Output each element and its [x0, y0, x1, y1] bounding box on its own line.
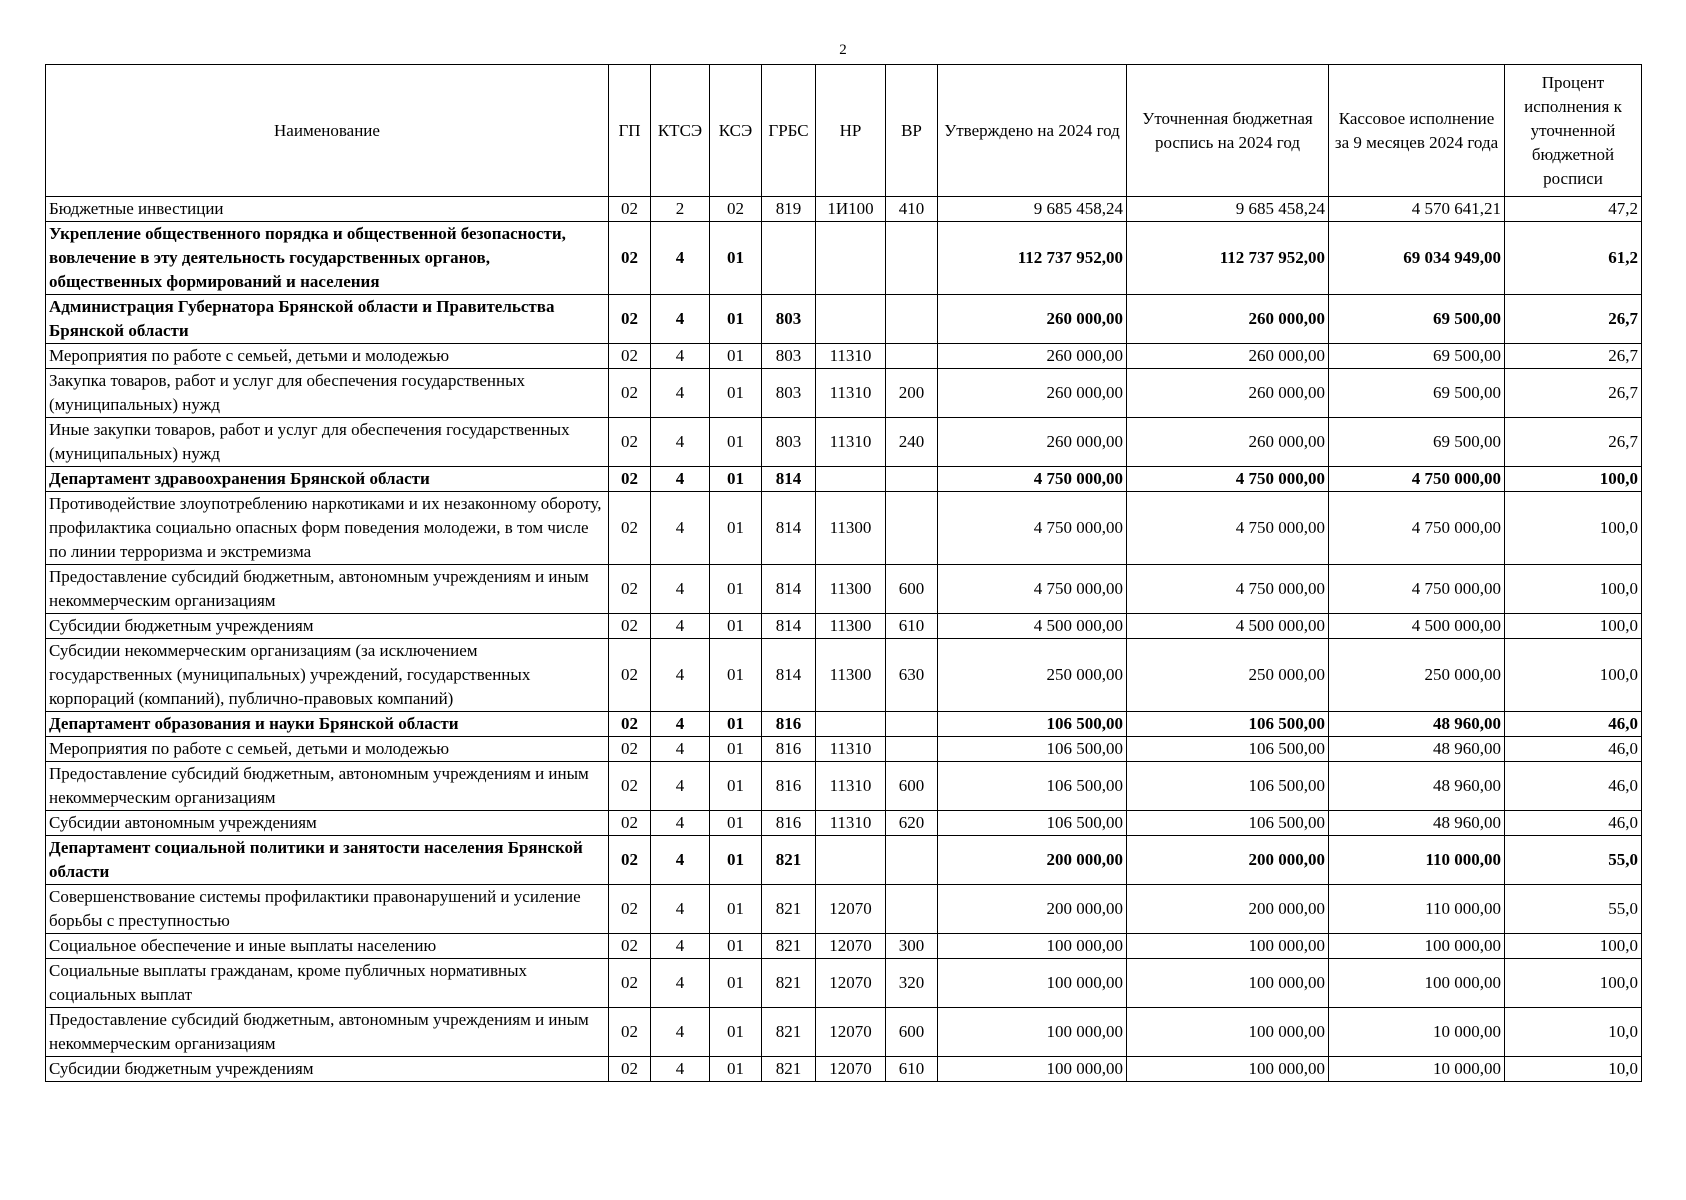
cell-approved: 112 737 952,00	[938, 222, 1127, 295]
cell-percent: 100,0	[1505, 565, 1642, 614]
cell-gp: 02	[609, 712, 651, 737]
cell-kse: 01	[710, 1008, 762, 1057]
col-header-grbs: ГРБС	[762, 65, 816, 197]
col-header-vr: ВР	[886, 65, 938, 197]
cell-kse: 01	[710, 959, 762, 1008]
cell-nr: 11310	[816, 762, 886, 811]
cell-name: Закупка товаров, работ и услуг для обеспечения государственных (муниципальных) нужд	[46, 369, 609, 418]
cell-name: Мероприятия по работе с семьей, детьми и молодежью	[46, 737, 609, 762]
cell-nr: 12070	[816, 1008, 886, 1057]
cell-refined: 100 000,00	[1127, 1008, 1329, 1057]
cell-name: Департамент образования и науки Брянской области	[46, 712, 609, 737]
cell-kse: 01	[710, 369, 762, 418]
cell-approved: 100 000,00	[938, 934, 1127, 959]
table-row	[46, 222, 1642, 295]
cell-ktse: 4	[651, 762, 710, 811]
cell-approved: 9 685 458,24	[938, 197, 1127, 222]
cell-gp: 02	[609, 836, 651, 885]
cell-approved: 260 000,00	[938, 344, 1127, 369]
cell-grbs: 821	[762, 934, 816, 959]
cell-refined: 200 000,00	[1127, 885, 1329, 934]
cell-executed: 10 000,00	[1329, 1057, 1505, 1082]
cell-approved: 4 750 000,00	[938, 467, 1127, 492]
cell-ktse: 4	[651, 639, 710, 712]
cell-approved: 200 000,00	[938, 836, 1127, 885]
cell-percent: 10,0	[1505, 1008, 1642, 1057]
cell-refined: 4 500 000,00	[1127, 614, 1329, 639]
cell-grbs: 816	[762, 811, 816, 836]
cell-executed: 100 000,00	[1329, 934, 1505, 959]
cell-refined: 106 500,00	[1127, 737, 1329, 762]
cell-grbs: 821	[762, 1008, 816, 1057]
cell-grbs: 816	[762, 762, 816, 811]
cell-name: Совершенствование системы профилактики правонарушений и усиление борьбы с преступностью	[46, 885, 609, 934]
cell-executed: 69 500,00	[1329, 295, 1505, 344]
cell-percent: 10,0	[1505, 1057, 1642, 1082]
cell-name: Противодействие злоупотреблению наркотиками и их незаконному обороту, профилактика социально опасных форм поведения молодежи, в том числе по линии терроризма и экстремизма	[46, 492, 609, 565]
cell-refined: 260 000,00	[1127, 295, 1329, 344]
cell-vr: 600	[886, 762, 938, 811]
cell-gp: 02	[609, 467, 651, 492]
cell-nr: 11300	[816, 639, 886, 712]
cell-kse: 01	[710, 934, 762, 959]
cell-gp: 02	[609, 885, 651, 934]
cell-nr: 11310	[816, 811, 886, 836]
cell-name: Субсидии бюджетным учреждениям	[46, 1057, 609, 1082]
cell-gp: 02	[609, 1057, 651, 1082]
cell-vr: 610	[886, 1057, 938, 1082]
cell-refined: 106 500,00	[1127, 762, 1329, 811]
cell-vr: 600	[886, 1008, 938, 1057]
cell-grbs: 821	[762, 836, 816, 885]
cell-vr	[886, 712, 938, 737]
cell-grbs: 821	[762, 1057, 816, 1082]
cell-kse: 01	[710, 344, 762, 369]
cell-approved: 100 000,00	[938, 1008, 1127, 1057]
cell-gp: 02	[609, 1008, 651, 1057]
cell-kse: 01	[710, 565, 762, 614]
cell-grbs	[762, 222, 816, 295]
table-row	[46, 712, 1642, 737]
cell-refined: 200 000,00	[1127, 836, 1329, 885]
cell-refined: 250 000,00	[1127, 639, 1329, 712]
cell-kse: 01	[710, 811, 762, 836]
cell-ktse: 4	[651, 737, 710, 762]
cell-executed: 69 500,00	[1329, 344, 1505, 369]
cell-executed: 110 000,00	[1329, 885, 1505, 934]
cell-nr	[816, 222, 886, 295]
cell-grbs: 814	[762, 492, 816, 565]
cell-executed: 69 500,00	[1329, 369, 1505, 418]
cell-grbs: 803	[762, 344, 816, 369]
cell-approved: 100 000,00	[938, 959, 1127, 1008]
cell-percent: 55,0	[1505, 836, 1642, 885]
budget-table	[45, 64, 1642, 1082]
cell-approved: 4 750 000,00	[938, 492, 1127, 565]
cell-gp: 02	[609, 614, 651, 639]
cell-approved: 4 500 000,00	[938, 614, 1127, 639]
cell-nr	[816, 295, 886, 344]
cell-kse: 02	[710, 197, 762, 222]
cell-vr	[886, 222, 938, 295]
cell-grbs: 816	[762, 737, 816, 762]
cell-approved: 250 000,00	[938, 639, 1127, 712]
cell-name: Субсидии некоммерческим организациям (за исключением государственных (муниципальных) учреждений, государственных корпораций (компаний), публично-правовых компаний)	[46, 639, 609, 712]
cell-vr	[886, 467, 938, 492]
table-row	[46, 467, 1642, 492]
cell-percent: 100,0	[1505, 492, 1642, 565]
cell-nr: 1И100	[816, 197, 886, 222]
cell-refined: 112 737 952,00	[1127, 222, 1329, 295]
col-header-kse: КСЭ	[710, 65, 762, 197]
cell-nr: 12070	[816, 959, 886, 1008]
cell-nr: 11310	[816, 369, 886, 418]
cell-vr	[886, 295, 938, 344]
cell-grbs: 803	[762, 295, 816, 344]
cell-vr	[886, 885, 938, 934]
col-header-gp: ГП	[609, 65, 651, 197]
cell-nr	[816, 712, 886, 737]
cell-nr: 11300	[816, 565, 886, 614]
cell-vr: 630	[886, 639, 938, 712]
cell-percent: 100,0	[1505, 934, 1642, 959]
cell-kse: 01	[710, 614, 762, 639]
table-row	[46, 1008, 1642, 1057]
cell-name: Администрация Губернатора Брянской области и Правительства Брянской области	[46, 295, 609, 344]
cell-grbs: 814	[762, 614, 816, 639]
cell-name: Бюджетные инвестиции	[46, 197, 609, 222]
cell-gp: 02	[609, 811, 651, 836]
cell-ktse: 4	[651, 1057, 710, 1082]
cell-ktse: 4	[651, 885, 710, 934]
cell-vr: 320	[886, 959, 938, 1008]
cell-executed: 48 960,00	[1329, 762, 1505, 811]
table-row	[46, 885, 1642, 934]
cell-percent: 46,0	[1505, 737, 1642, 762]
cell-refined: 100 000,00	[1127, 1057, 1329, 1082]
cell-kse: 01	[710, 762, 762, 811]
cell-ktse: 4	[651, 959, 710, 1008]
cell-gp: 02	[609, 418, 651, 467]
col-header-refined: Уточненная бюджетная роспись на 2024 год	[1127, 65, 1329, 197]
cell-refined: 4 750 000,00	[1127, 565, 1329, 614]
cell-executed: 10 000,00	[1329, 1008, 1505, 1057]
cell-refined: 4 750 000,00	[1127, 467, 1329, 492]
table-row	[46, 197, 1642, 222]
cell-gp: 02	[609, 934, 651, 959]
cell-approved: 4 750 000,00	[938, 565, 1127, 614]
cell-grbs: 816	[762, 712, 816, 737]
cell-kse: 01	[710, 712, 762, 737]
cell-executed: 110 000,00	[1329, 836, 1505, 885]
cell-name: Предоставление субсидий бюджетным, автономным учреждениям и иным некоммерческим организациям	[46, 565, 609, 614]
cell-name: Социальные выплаты гражданам, кроме публичных нормативных социальных выплат	[46, 959, 609, 1008]
cell-ktse: 2	[651, 197, 710, 222]
cell-refined: 260 000,00	[1127, 369, 1329, 418]
table-row	[46, 1057, 1642, 1082]
cell-vr	[886, 836, 938, 885]
cell-ktse: 4	[651, 222, 710, 295]
cell-gp: 02	[609, 197, 651, 222]
col-header-ktse: КТСЭ	[651, 65, 710, 197]
cell-vr	[886, 344, 938, 369]
cell-approved: 260 000,00	[938, 418, 1127, 467]
cell-name: Социальное обеспечение и иные выплаты населению	[46, 934, 609, 959]
cell-refined: 106 500,00	[1127, 811, 1329, 836]
cell-percent: 26,7	[1505, 369, 1642, 418]
cell-nr: 11310	[816, 418, 886, 467]
cell-ktse: 4	[651, 836, 710, 885]
table-row	[46, 614, 1642, 639]
cell-gp: 02	[609, 295, 651, 344]
cell-ktse: 4	[651, 492, 710, 565]
cell-ktse: 4	[651, 1008, 710, 1057]
cell-name: Департамент социальной политики и занятости населения Брянской области	[46, 836, 609, 885]
table-row	[46, 295, 1642, 344]
cell-executed: 69 500,00	[1329, 418, 1505, 467]
table-row	[46, 418, 1642, 467]
cell-percent: 47,2	[1505, 197, 1642, 222]
cell-kse: 01	[710, 737, 762, 762]
cell-percent: 61,2	[1505, 222, 1642, 295]
cell-vr	[886, 492, 938, 565]
cell-executed: 48 960,00	[1329, 712, 1505, 737]
cell-percent: 26,7	[1505, 418, 1642, 467]
cell-refined: 260 000,00	[1127, 418, 1329, 467]
cell-gp: 02	[609, 762, 651, 811]
cell-name: Укрепление общественного порядка и общественной безопасности, вовлечение в эту деятельность государственных органов, общественных формирований и населения	[46, 222, 609, 295]
cell-executed: 4 570 641,21	[1329, 197, 1505, 222]
cell-grbs: 814	[762, 467, 816, 492]
table-row	[46, 565, 1642, 614]
cell-percent: 26,7	[1505, 295, 1642, 344]
table-row	[46, 934, 1642, 959]
table-row	[46, 762, 1642, 811]
cell-gp: 02	[609, 369, 651, 418]
cell-grbs: 819	[762, 197, 816, 222]
cell-name: Департамент здравоохранения Брянской области	[46, 467, 609, 492]
cell-percent: 55,0	[1505, 885, 1642, 934]
cell-gp: 02	[609, 565, 651, 614]
cell-gp: 02	[609, 492, 651, 565]
cell-executed: 4 500 000,00	[1329, 614, 1505, 639]
cell-grbs: 821	[762, 959, 816, 1008]
cell-percent: 46,0	[1505, 811, 1642, 836]
cell-kse: 01	[710, 418, 762, 467]
cell-gp: 02	[609, 959, 651, 1008]
cell-gp: 02	[609, 222, 651, 295]
cell-executed: 100 000,00	[1329, 959, 1505, 1008]
cell-vr	[886, 737, 938, 762]
cell-grbs: 821	[762, 885, 816, 934]
cell-nr: 12070	[816, 885, 886, 934]
cell-kse: 01	[710, 836, 762, 885]
cell-percent: 100,0	[1505, 639, 1642, 712]
cell-executed: 4 750 000,00	[1329, 492, 1505, 565]
col-header-percent: Процент исполнения к уточненной бюджетной росписи	[1505, 65, 1642, 197]
cell-nr	[816, 467, 886, 492]
table-row	[46, 836, 1642, 885]
cell-gp: 02	[609, 344, 651, 369]
cell-approved: 106 500,00	[938, 712, 1127, 737]
cell-grbs: 803	[762, 369, 816, 418]
cell-ktse: 4	[651, 934, 710, 959]
col-header-approved: Утверждено на 2024 год	[938, 65, 1127, 197]
cell-name: Предоставление субсидий бюджетным, автономным учреждениям и иным некоммерческим организациям	[46, 762, 609, 811]
cell-gp: 02	[609, 737, 651, 762]
cell-kse: 01	[710, 467, 762, 492]
cell-refined: 100 000,00	[1127, 934, 1329, 959]
cell-approved: 260 000,00	[938, 369, 1127, 418]
cell-percent: 100,0	[1505, 959, 1642, 1008]
cell-executed: 69 034 949,00	[1329, 222, 1505, 295]
cell-ktse: 4	[651, 712, 710, 737]
cell-nr: 11300	[816, 614, 886, 639]
cell-ktse: 4	[651, 369, 710, 418]
cell-name: Предоставление субсидий бюджетным, автономным учреждениям и иным некоммерческим организациям	[46, 1008, 609, 1057]
cell-name: Субсидии бюджетным учреждениям	[46, 614, 609, 639]
table-row	[46, 959, 1642, 1008]
cell-grbs: 814	[762, 565, 816, 614]
table-header	[46, 65, 1642, 197]
cell-refined: 4 750 000,00	[1127, 492, 1329, 565]
cell-ktse: 4	[651, 467, 710, 492]
cell-vr: 300	[886, 934, 938, 959]
cell-ktse: 4	[651, 418, 710, 467]
cell-nr: 11310	[816, 737, 886, 762]
cell-grbs: 803	[762, 418, 816, 467]
col-header-name: Наименование	[46, 65, 609, 197]
col-header-executed: Кассовое исполнение за 9 месяцев 2024 года	[1329, 65, 1505, 197]
cell-nr	[816, 836, 886, 885]
cell-kse: 01	[710, 885, 762, 934]
table-body	[46, 197, 1642, 1082]
cell-approved: 106 500,00	[938, 762, 1127, 811]
cell-percent: 46,0	[1505, 712, 1642, 737]
cell-executed: 250 000,00	[1329, 639, 1505, 712]
page-number: 2	[839, 42, 847, 58]
cell-executed: 4 750 000,00	[1329, 467, 1505, 492]
cell-gp: 02	[609, 639, 651, 712]
table-row	[46, 811, 1642, 836]
cell-approved: 106 500,00	[938, 811, 1127, 836]
cell-nr: 12070	[816, 1057, 886, 1082]
cell-name: Мероприятия по работе с семьей, детьми и молодежью	[46, 344, 609, 369]
table-row	[46, 369, 1642, 418]
cell-ktse: 4	[651, 614, 710, 639]
cell-vr: 610	[886, 614, 938, 639]
cell-vr: 410	[886, 197, 938, 222]
cell-ktse: 4	[651, 295, 710, 344]
table-row	[46, 492, 1642, 565]
col-header-nr: НР	[816, 65, 886, 197]
cell-ktse: 4	[651, 811, 710, 836]
cell-refined: 9 685 458,24	[1127, 197, 1329, 222]
cell-percent: 100,0	[1505, 614, 1642, 639]
cell-refined: 100 000,00	[1127, 959, 1329, 1008]
cell-executed: 4 750 000,00	[1329, 565, 1505, 614]
table-row	[46, 639, 1642, 712]
cell-refined: 260 000,00	[1127, 344, 1329, 369]
cell-kse: 01	[710, 295, 762, 344]
cell-approved: 260 000,00	[938, 295, 1127, 344]
cell-kse: 01	[710, 1057, 762, 1082]
table-row	[46, 737, 1642, 762]
cell-vr: 240	[886, 418, 938, 467]
cell-vr: 200	[886, 369, 938, 418]
cell-approved: 200 000,00	[938, 885, 1127, 934]
cell-refined: 106 500,00	[1127, 712, 1329, 737]
cell-executed: 48 960,00	[1329, 737, 1505, 762]
cell-percent: 100,0	[1505, 467, 1642, 492]
cell-name: Иные закупки товаров, работ и услуг для обеспечения государственных (муниципальных) нужд	[46, 418, 609, 467]
cell-kse: 01	[710, 492, 762, 565]
cell-nr: 11310	[816, 344, 886, 369]
cell-nr: 12070	[816, 934, 886, 959]
cell-ktse: 4	[651, 344, 710, 369]
cell-ktse: 4	[651, 565, 710, 614]
cell-kse: 01	[710, 639, 762, 712]
cell-kse: 01	[710, 222, 762, 295]
cell-executed: 48 960,00	[1329, 811, 1505, 836]
cell-percent: 26,7	[1505, 344, 1642, 369]
cell-approved: 106 500,00	[938, 737, 1127, 762]
cell-percent: 46,0	[1505, 762, 1642, 811]
cell-grbs: 814	[762, 639, 816, 712]
cell-name: Субсидии автономным учреждениям	[46, 811, 609, 836]
table-row	[46, 344, 1642, 369]
cell-nr: 11300	[816, 492, 886, 565]
cell-approved: 100 000,00	[938, 1057, 1127, 1082]
cell-vr: 600	[886, 565, 938, 614]
cell-vr: 620	[886, 811, 938, 836]
